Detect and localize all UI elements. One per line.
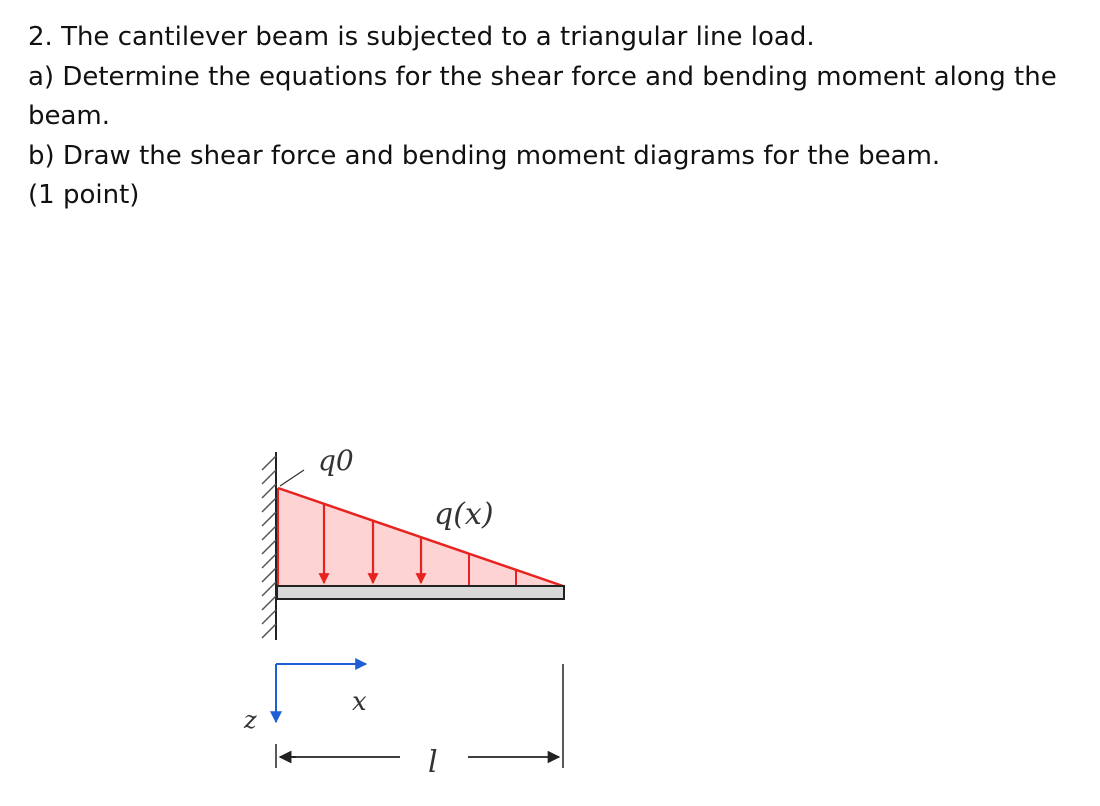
length-label: l — [428, 745, 438, 780]
length-dimension — [276, 664, 563, 768]
q0-leader-line — [280, 470, 304, 486]
problem-title: 2. The cantilever beam is subjected to a triangular line load. — [28, 22, 815, 52]
fixed-support-wall — [262, 452, 276, 640]
problem-part-a: a) Determine the equations for the shear force and bending moment along the beam. — [28, 61, 1057, 131]
z-axis-label: z — [244, 706, 257, 734]
q0-label: q0 — [318, 444, 354, 477]
q-of-x-label: q(x) — [434, 497, 494, 532]
triangular-load — [278, 488, 563, 586]
problem-part-b: b) Draw the shear force and bending moment diagrams for the beam. — [28, 140, 941, 171]
problem-points: (1 point) — [28, 180, 140, 210]
beam — [277, 586, 564, 599]
x-axis-label: x — [352, 687, 367, 717]
